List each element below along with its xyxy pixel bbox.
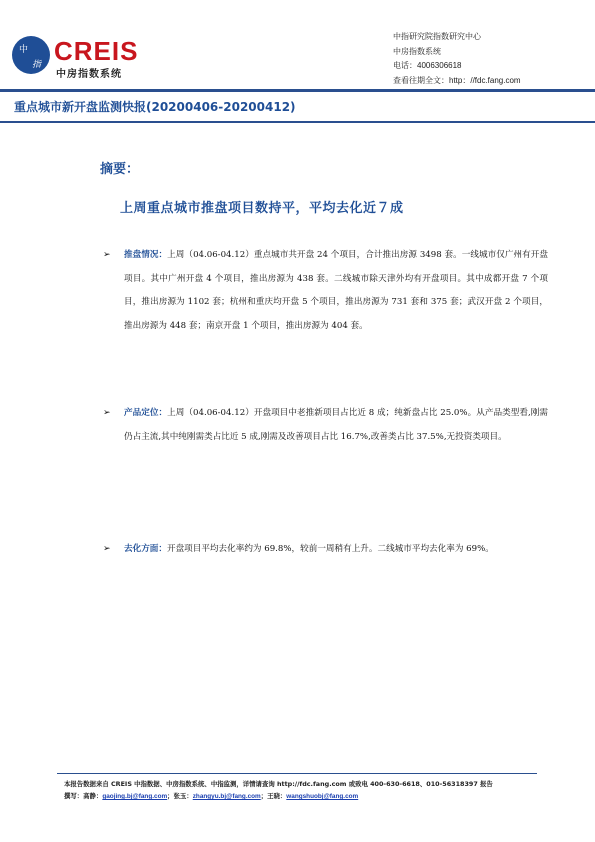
bullet-supply-key: 推盘情况： xyxy=(124,250,168,260)
author-email-link[interactable]: zhangyu.bj@fang.com xyxy=(192,793,261,800)
bullet-arrow-icon: ➢ xyxy=(103,408,111,418)
footer-rule xyxy=(57,773,537,774)
logo-emblem xyxy=(12,36,50,74)
author-email-link[interactable]: gaojing.bj@fang.com xyxy=(102,793,168,800)
bullet-product xyxy=(103,402,548,449)
author-email-link[interactable]: wangshuobj@fang.com xyxy=(286,793,359,800)
bullet-absorption xyxy=(103,538,548,562)
bullet-arrow-icon: ➢ xyxy=(103,544,111,554)
contact-fulltext-label: 查看往期全文： xyxy=(393,75,449,85)
logo-subtitle: 中房指数系统 xyxy=(56,69,122,80)
footer xyxy=(64,778,493,803)
bullet-arrow-icon: ➢ xyxy=(103,250,111,260)
bullet-absorption-key: 去化方面： xyxy=(124,544,167,554)
footer-authors xyxy=(64,790,493,803)
contact-phone-line xyxy=(393,59,521,74)
contact-phone-label: 电话： xyxy=(393,61,417,70)
logo-glyph-bottom: 指 xyxy=(32,60,42,70)
logo-glyph-top: 中 xyxy=(19,45,29,55)
footer-authors-prefix: 撰写：高静： xyxy=(64,792,103,800)
creis-logo xyxy=(12,36,147,82)
bullet-product-key: 产品定位： xyxy=(124,408,168,418)
title-rule xyxy=(0,121,595,123)
logo-brand: CREIS xyxy=(54,36,139,66)
bullet-supply-body: 上周（04.06-04.12）重点城市共开盘 24 个项目，合计推出房源 3498 套。一线城市仅广州有开盘项目。其中广州开盘 4 个项目，推出房源为 438 套。二线城市除天津外均有开盘项目。其中成都开盘 7 个项目，推出房源为 1102 套；杭州和重庆均开盘 5 个项目，推出房源为 731 套和 375 套；武汉开盘 2 个项目，推出房源为 448 套；南京开盘 1 个项目，推出房源为 404 套。 xyxy=(124,250,548,331)
footer-source: 本报告数据来自 CREIS 中指数据、中房指数系统、中指监测，详情请查询 http://fdc.fang.com 或致电 400-630-6618、010-56318397 报告 xyxy=(64,780,493,788)
bullet-absorption-body: 开盘项目平均去化率约为 69.8%，较前一周稍有上升。二线城市平均去化率为 69%。 xyxy=(166,544,494,554)
footer-sep: ；王晓： xyxy=(260,792,287,800)
header-rule xyxy=(0,89,595,92)
contact-block xyxy=(393,30,521,88)
summary-headline: 上周重点城市推盘项目数持平，平均去化近７成 xyxy=(120,201,404,216)
contact-fulltext-line xyxy=(393,74,521,89)
contact-org: 中指研究院指数研究中心 xyxy=(393,32,481,41)
bullet-product-text xyxy=(124,402,548,449)
contact-fulltext-link[interactable]: http：//fdc.fang.com xyxy=(449,75,521,85)
bullet-absorption-text xyxy=(124,538,548,562)
summary-label: 摘要： xyxy=(100,162,140,177)
bullet-supply-text xyxy=(124,244,548,338)
footer-sep: ；张玉： xyxy=(167,792,193,800)
report-title: 重点城市新开盘监测快报(20200406-20200412) xyxy=(14,100,296,114)
contact-phone: 4006306618 xyxy=(417,61,462,70)
bullet-supply xyxy=(103,244,548,338)
bullet-product-body: 上周（04.06-04.12）开盘项目中老推新项目占比近 8 成；纯新盘占比 25.0%。从产品类型看,刚需仍占主流,其中纯刚需类占比近 5 成,刚需及改善项目占比 16.7%,改善类占比 37.5%,无投资类项目。 xyxy=(124,408,548,442)
contact-system: 中房指数系统 xyxy=(393,46,441,56)
